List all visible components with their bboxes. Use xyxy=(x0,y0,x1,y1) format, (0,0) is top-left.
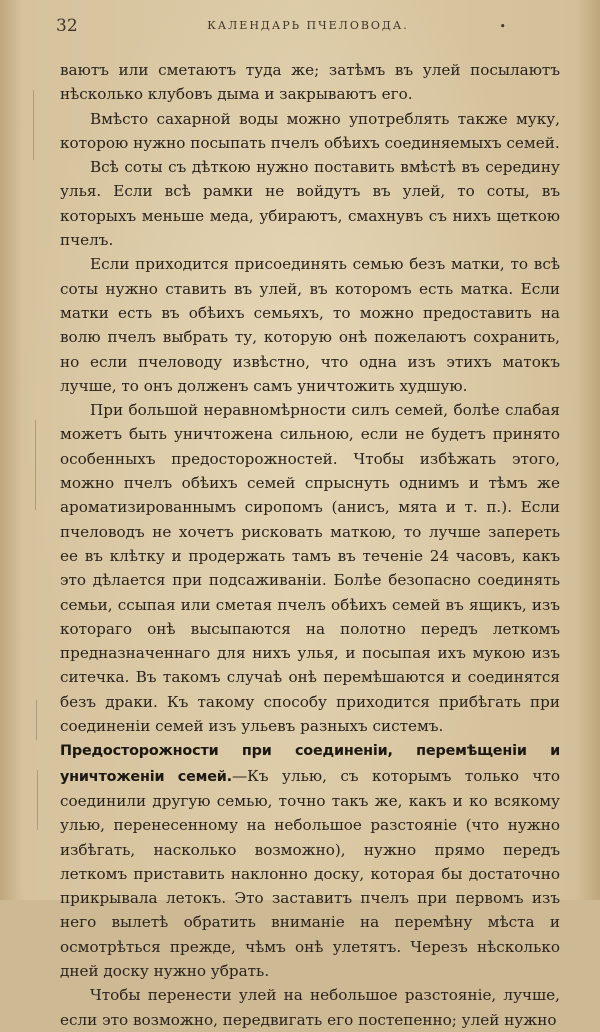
margin-pencil-mark xyxy=(37,770,38,830)
running-title: КАЛЕНДАРЬ ПЧЕЛОВОДА. xyxy=(207,19,409,32)
paragraph-3: Всѣ соты съ дѣткою нужно поставить вмѣстѣ въ середину улья. Если всѣ рамки не войдутъ въ улей, то соты, въ которыхъ меньше меда, убираютъ, смахнувъ съ нихъ щеткою пчелъ. xyxy=(60,158,560,250)
section-heading-text: —Къ улью, съ которымъ только что соединили другую семью, точно такъ же, какъ и ко всякому улью, перенесенному на небольшое разстояніе (что нужно избѣгать, насколько возможно), нужно прямо передъ леткомъ приставить наклонно доску, которая бы достаточно прикрывала летокъ. Это заставитъ пчелъ при первомъ изъ него вылетѣ обратить вниманіе на перемѣну мѣста и осмотрѣться прежде, чѣмъ онѣ улетятъ. Черезъ нѣсколько дней доску нужно убрать. xyxy=(60,766,561,980)
paragraph-4: Если приходится присоединять семью безъ матки, то всѣ соты нужно ставить въ улей, въ которомъ есть матка. Если матки есть въ обѣихъ семьяхъ, то можно предоставить на волю пчелъ выбрать ту, которую онѣ пожелаютъ сохранить, но если пчеловоду извѣстно, что одна изъ этихъ матокъ лучше, то онъ долженъ самъ уничтожить худшую. xyxy=(60,255,560,395)
paragraph-6 xyxy=(60,738,560,983)
margin-pencil-mark xyxy=(33,90,34,160)
paragraph-7: Чтобы перенести улей на небольшое разстояніе, лучше, если это возможно, передвигать его постепенно; улей нужно xyxy=(60,986,560,1029)
paragraph-1: ваютъ или сметаютъ туда же; затѣмъ въ улей посылаютъ нѣсколько клубовъ дыма и закрываютъ его. xyxy=(60,61,560,104)
page-number: 32 xyxy=(56,16,78,36)
paragraph-2: Вмѣсто сахарной воды можно употреблять также муку, которою нужно посыпать пчелъ обѣихъ соединяемыхъ семей. xyxy=(60,109,560,152)
body-text xyxy=(60,58,560,1032)
header-dot: • xyxy=(499,20,506,33)
section-heading: Предосторожности при соединеніи, перемѣщеніи и уничтоженіи семей. xyxy=(60,743,560,785)
paragraph-5: При большой неравномѣрности силъ семей, болѣе слабая можетъ быть уничтожена сильною, если не будетъ принято особенныхъ предосторожностей. Чтобы избѣжать этого, можно пчелъ обѣихъ семей спрыснуть однимъ и тѣмъ же ароматизированнымъ сиропомъ (анисъ, мята и т. п.). Если пчеловодъ не хочетъ рисковать маткою, то лучше запереть ее въ клѣтку и продержать тамъ въ теченіе 24 часовъ, какъ это дѣлается при подсаживаніи. Болѣе безопасно соединять семьи, ссыпая или сметая пчелъ обѣихъ семей въ ящикъ, изъ котораго онѣ высыпаются на полотно передъ леткомъ предназначеннаго для нихъ улья, и посыпая ихъ мукою изъ ситечка. Въ такомъ случаѣ онѣ перемѣшаются и соединятся безъ драки. Къ такому способу приходится прибѣгать при соединеніи семей изъ ульевъ разныхъ системъ. xyxy=(60,401,560,736)
margin-pencil-mark xyxy=(35,420,36,510)
page-header xyxy=(56,16,560,36)
margin-pencil-mark xyxy=(36,700,37,740)
